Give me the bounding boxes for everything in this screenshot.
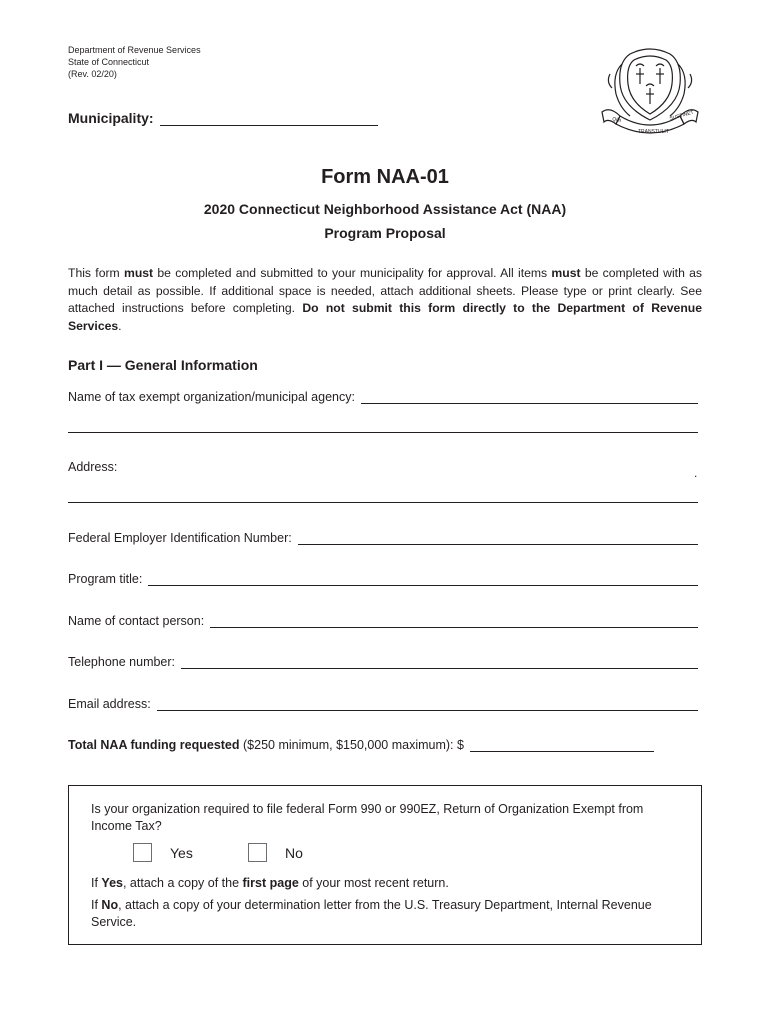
yes-option[interactable]	[133, 843, 193, 862]
form-990-question: Is your organization required to file federal Form 990 or 990EZ, Return of Organization Exempt from Income Tax?	[91, 802, 644, 833]
telephone-label: Telephone number:	[68, 655, 176, 669]
revision-date: (Rev. 02/20)	[68, 69, 117, 79]
no-instruction: If No, attach a copy of your determination letter from the U.S. Treasury Department, Internal Revenue Service.	[91, 898, 652, 929]
fein-label: Federal Employer Identification Number:	[68, 531, 292, 545]
form-title: Form NAA-01	[321, 166, 449, 188]
org-name-label: Name of tax exempt organization/municipal agency:	[68, 390, 355, 404]
address-input-line[interactable]	[68, 502, 698, 503]
yes-label: Yes	[170, 844, 193, 861]
seal-motto-1: QUI	[611, 116, 622, 125]
address-trailing-dot: .	[694, 466, 698, 480]
fein-field	[68, 531, 698, 545]
intro-paragraph: This form must be completed and submitted to your municipality for approval. All items must be completed with as much detail as possible. If additional space is needed, attach additional sheets. Please type or print clearly. See attached instructions before completing. Do not submit this form directly to the Department of Revenue Services.	[68, 266, 703, 333]
email-input[interactable]	[157, 699, 698, 711]
form-990-question-box	[68, 785, 702, 945]
municipality-label: Municipality:	[68, 110, 154, 126]
address-label: Address:	[68, 460, 118, 474]
do-not-submit-warning: Do not submit this form directly to the Department of Revenue Services	[68, 301, 702, 333]
form-subtitle-2: Program Proposal	[324, 225, 446, 241]
yes-instruction: If Yes, attach a copy of the first page of your most recent return.	[91, 876, 449, 890]
contact-person-field	[68, 614, 698, 628]
municipality-field	[68, 110, 378, 126]
total-funding-label: Total NAA funding requested ($250 minimum, $150,000 maximum): $	[68, 738, 464, 752]
seal-motto-2: TRANSTULIT	[638, 129, 669, 135]
part-1-heading: Part I — General Information	[68, 357, 258, 373]
contact-person-input[interactable]	[210, 616, 698, 628]
telephone-field	[68, 655, 698, 669]
department-name: Department of Revenue Services	[68, 45, 201, 55]
state-name: State of Connecticut	[68, 57, 150, 67]
total-funding-field	[68, 738, 698, 752]
no-checkbox[interactable]	[248, 843, 267, 862]
no-label: No	[285, 844, 303, 861]
yes-checkbox[interactable]	[133, 843, 152, 862]
address-field	[68, 460, 698, 474]
org-name-input[interactable]	[361, 392, 698, 404]
form-subtitle: 2020 Connecticut Neighborhood Assistance Act (NAA)	[203, 201, 567, 217]
telephone-input[interactable]	[181, 657, 698, 669]
agency-header	[68, 44, 201, 80]
program-title-field	[68, 572, 698, 586]
org-name-field	[68, 390, 698, 404]
email-label: Email address:	[68, 697, 151, 711]
no-option[interactable]	[248, 843, 303, 862]
org-name-input-line-2[interactable]	[68, 432, 698, 433]
connecticut-seal-icon	[600, 44, 700, 144]
program-title-input[interactable]	[148, 574, 698, 586]
municipality-input[interactable]	[160, 112, 378, 126]
seal-motto-3: SUSTINET	[668, 109, 695, 122]
email-field	[68, 697, 698, 711]
fein-input[interactable]	[298, 533, 698, 545]
contact-person-label: Name of contact person:	[68, 614, 205, 628]
total-funding-input[interactable]	[470, 740, 654, 752]
program-title-label: Program title:	[68, 572, 143, 586]
